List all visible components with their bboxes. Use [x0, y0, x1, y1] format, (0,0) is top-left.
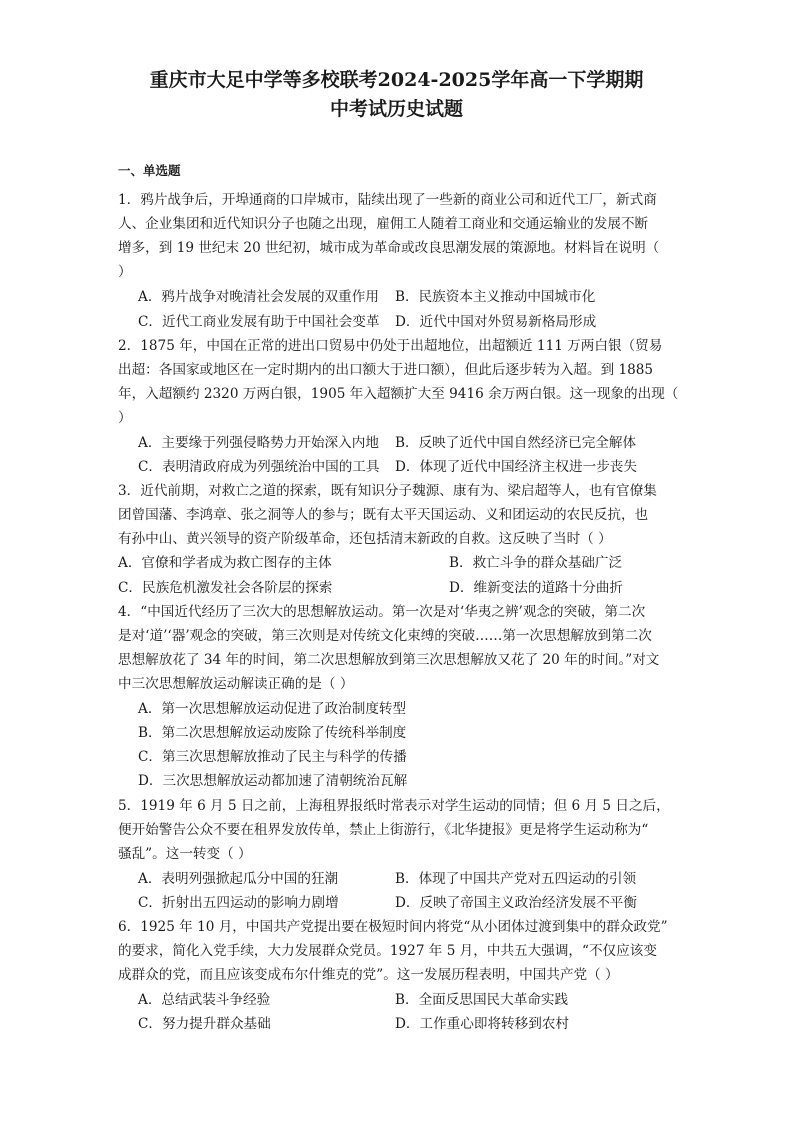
- option-c: C．折射出五四运动的影响力剧增: [138, 895, 339, 911]
- question-text-line: ）: [118, 410, 132, 426]
- option-c: C．努力提升群众基础: [138, 1016, 271, 1032]
- option-b: B．体现了中国共产党对五四运动的引领: [395, 871, 637, 887]
- question-text-line: 便开始警告公众不要在租界发放传单，禁止上街游行，《北华捷报》更是将学生运动称为“: [118, 822, 649, 838]
- question-text-line: 有孙中山、黄兴领导的资产阶级革命，还包括清末新政的自救。这反映了当时（ ）: [118, 531, 612, 547]
- option-c: C．第三次思想解放推动了民主与科学的传播: [138, 749, 407, 765]
- question-text-line: 2．1875 年，中国在正常的进出口贸易中仍处于出超地位，出超额近 111 万两白银（贸易: [118, 338, 663, 354]
- option-a: A．总结武装斗争经验: [138, 992, 271, 1008]
- question-text-line: 团曾国藩、李鸿章、张之洞等人的参与；既有太平天国运动、义和团运动的农民反抗，也: [118, 507, 649, 523]
- option-a: A．官僚和学者成为救亡图存的主体: [118, 555, 332, 571]
- question-text-line: 成群众的党，而且应该变成布尔什维克的党”。这一发展历程表明，中国共产党（ ）: [118, 967, 619, 983]
- option-b: B．救亡斗争的群众基础广泛: [449, 555, 623, 571]
- question-text-line: 思想解放花了 34 年的时间，第二次思想解放到第三次思想解放又花了 20 年的时间。”对文: [118, 652, 660, 668]
- option-a: A．鸦片战争对晚清社会发展的双重作用: [138, 289, 379, 305]
- question-text-line: 5．1919 年 6 月 5 日之前，上海租界报纸时常表示对学生运动的同情；但 6 月 5 日之后，: [118, 798, 670, 814]
- document-title-line-1: 重庆市大足中学等多校联考2024-2025学年高一下学期期: [149, 69, 644, 91]
- option-d: D．近代中国对外贸易新格局形成: [395, 314, 597, 330]
- question-text-line: 出超：各国家或地区在一定时期内的出口额大于进口额），但此后逐步转为入超。到 1885: [118, 362, 654, 378]
- question-text-line: 中三次思想解放运动解读正确的是（ ）: [118, 676, 354, 692]
- question-text-line: 骚乱”。这一转变（ ）: [118, 846, 252, 862]
- option-a: A．表明列强掀起瓜分中国的狂潮: [138, 871, 339, 887]
- question-text-line: 3．近代前期，对救亡之道的探索，既有知识分子魏源、康有为、梁启超等人，也有官僚集: [118, 483, 657, 499]
- option-d: D．三次思想解放运动都加速了清朝统治瓦解: [138, 773, 408, 789]
- question-text-line: 4．“中国近代经历了三次大的思想解放运动。第一次是对‘华夷之辨’观念的突破，第二次: [118, 604, 646, 620]
- document-title-line-2: 中考试历史试题: [329, 98, 463, 120]
- option-c: C．表明清政府成为列强统治中国的工具: [138, 459, 380, 475]
- option-a: A．主要缘于列强侵略势力开始深入内地: [138, 435, 379, 451]
- question-text-line: ）: [118, 264, 132, 280]
- section-heading: 一、单选题: [118, 163, 181, 178]
- option-b: B．第二次思想解放运动废除了传统科举制度: [138, 725, 407, 741]
- option-c: C．近代工商业发展有助于中国社会变革: [138, 314, 380, 330]
- question-text-line: 增多，到 19 世纪末 20 世纪初，城市成为革命或改良思潮发展的策源地。材料旨在说明（: [118, 240, 660, 256]
- option-d: D．工作重心即将转移到农村: [395, 1016, 570, 1032]
- question-text-line: 是对‘道’‘器’观念的突破，第三次则是对传统文化束缚的突破……第一次思想解放到第二次: [118, 628, 652, 644]
- option-d: D．反映了帝国主义政治经济发展不平衡: [395, 895, 637, 911]
- question-text-line: 6．1925 年 10 月，中国共产党提出要在极短时间内将党“从小团体过渡到集中的群众政党”: [118, 919, 668, 935]
- option-c: C．民族危机激发社会各阶层的探索: [118, 580, 333, 596]
- option-b: B．反映了近代中国自然经济已完全解体: [395, 435, 637, 451]
- option-b: B．民族资本主义推动中国城市化: [395, 289, 596, 305]
- option-b: B．全面反思国民大革命实践: [395, 992, 569, 1008]
- option-a: A．第一次思想解放运动促进了政治制度转型: [138, 701, 407, 717]
- option-d: D．体现了近代中国经济主权进一步丧失: [395, 459, 637, 475]
- question-text-line: 1．鸦片战争后，开埠通商的口岸城市，陆续出现了一些新的商业公司和近代工厂，新式商: [118, 192, 657, 208]
- question-text-line: 人、企业集团和近代知识分子也随之出现，雇佣工人随着工商业和交通运输业的发展不断: [118, 216, 649, 232]
- question-text-line: 的要求，简化入党手续，大力发展群众党员。1927 年 5 月，中共五大强调，“不仅应该变: [118, 943, 657, 959]
- option-d: D．维新变法的道路十分曲折: [449, 580, 624, 596]
- question-text-line: 年，入超额约 2320 万两白银，1905 年入超额扩大至 9416 余万两白银。这一现象的出现（: [118, 386, 679, 402]
